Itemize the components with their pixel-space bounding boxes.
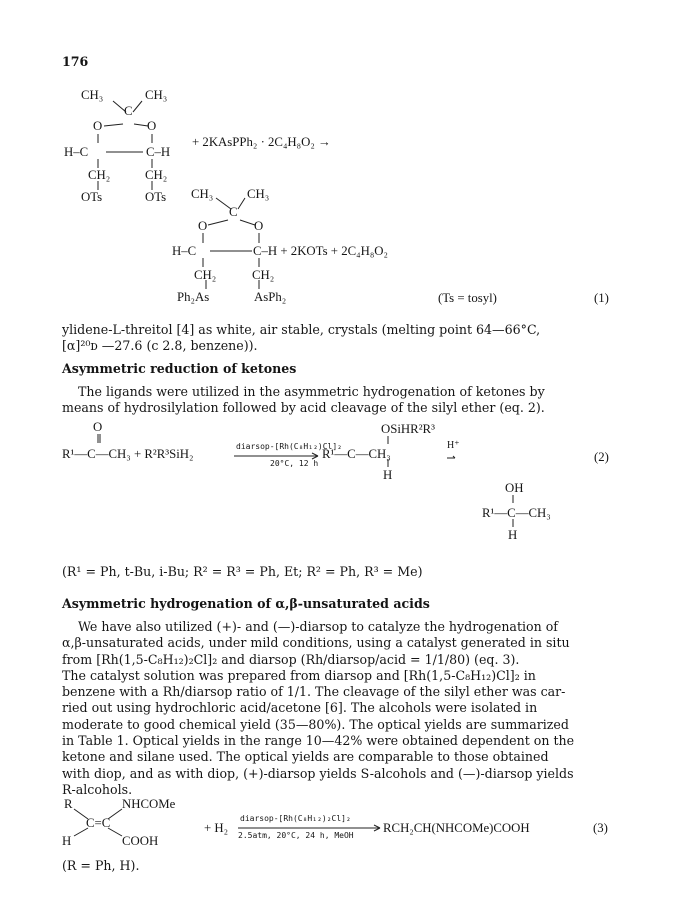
text-line: α,β-unsaturated acids, under mild conditions, using a catalyst generated in situ bbox=[62, 635, 570, 651]
text-line: The ligands were utilized in the asymmetric hydrogenation of ketones by bbox=[78, 384, 545, 399]
asph2-label: AsPh₂ bbox=[254, 290, 287, 304]
oxygen-label: O bbox=[254, 219, 264, 233]
acid-label: H⁺ bbox=[447, 440, 460, 451]
hydrogen-label: H bbox=[508, 528, 518, 542]
substituent-definition: (R = Ph, H). bbox=[62, 858, 140, 873]
text-line: [α]²⁰ᴅ —27.6 (c 2.8, benzene)). bbox=[62, 338, 258, 354]
hydrogen-label: H bbox=[383, 468, 393, 482]
ch3-label: CH₃ bbox=[247, 187, 270, 201]
r-label: R bbox=[64, 797, 73, 811]
equation-number: (3) bbox=[593, 821, 608, 835]
text-line: R-alcohols. bbox=[62, 781, 133, 797]
silyl-product: R¹—C—CH₃ bbox=[322, 447, 391, 461]
oxygen-label: O bbox=[93, 420, 103, 434]
text-line: means of hydrosilylation followed by acid cleavage of the silyl ether (eq. 2). bbox=[62, 400, 545, 416]
ch2-label: CH₂ bbox=[252, 268, 275, 282]
substituent-definitions: (R¹ = Ph, t-Bu, i-Bu; R² = R³ = Ph, Et; R² = Ph, R³ = Me) bbox=[62, 564, 423, 579]
hydrogen-reagent: + H₂ bbox=[204, 821, 229, 835]
tosyl-note: (Ts = tosyl) bbox=[438, 291, 497, 305]
text-line: The catalyst solution was prepared from diarsop and [Rh(1,5-C₈H₁₂)Cl]₂ in bbox=[62, 667, 536, 683]
ph2as-label: Ph₂As bbox=[177, 290, 210, 304]
hydroxyl-label: OH bbox=[505, 481, 524, 495]
paragraph-ketones bbox=[62, 384, 618, 417]
alcohol-product: R¹—C—CH₃ bbox=[482, 506, 551, 520]
text-line: ried out using hydrochloric acid/acetone [6]. The alcohols were isolated in bbox=[62, 700, 538, 716]
reaction-condition-top: diarsop-[Rh(C₈H₁₂)Cl]₂ bbox=[236, 442, 342, 451]
hc-label: H–C bbox=[64, 145, 89, 159]
carbon-label: C bbox=[229, 205, 238, 219]
reaction-condition-top: diarsop-[Rh(C₈H₁₂)₂Cl]₂ bbox=[240, 814, 351, 823]
text-line: benzene with a Rh/diarsop ratio of 1/1. The cleavage of the silyl ether was car- bbox=[62, 684, 566, 700]
ch3-label: CH₃ bbox=[145, 88, 168, 102]
nhcome-label: NHCOMe bbox=[122, 797, 176, 811]
reaction-condition-bottom: 2.5atm, 20°C, 24 h, MeOH bbox=[238, 831, 354, 840]
ch2-label: CH₂ bbox=[194, 268, 217, 282]
alkene-label: C=C bbox=[86, 816, 111, 830]
section-heading: Asymmetric reduction of ketones bbox=[62, 361, 297, 376]
ch2-label: CH₂ bbox=[88, 168, 111, 182]
ch2-label: CH₂ bbox=[145, 168, 168, 182]
cooh-label: COOH bbox=[122, 834, 159, 848]
oxygen-label: O bbox=[93, 119, 103, 133]
ch-label: C–H bbox=[146, 145, 171, 159]
section-heading: Asymmetric hydrogenation of α,β-unsaturated acids bbox=[62, 596, 430, 611]
carbon-label: C bbox=[124, 104, 133, 118]
reagent-text: + 2KAsPPh₂ · 2C₄H₈O₂ → bbox=[192, 135, 331, 149]
text-line: moderate to good chemical yield (35—80%). The optical yields are summarized bbox=[62, 716, 569, 732]
text-line: from [Rh(1,5-C₈H₁₂)₂Cl]₂ and diarsop (Rh/diarsop/acid = 1/1/80) (eq. 3). bbox=[62, 651, 520, 667]
ots-label: OTs bbox=[145, 190, 167, 204]
page-number: 176 bbox=[62, 54, 89, 69]
text-line: ylidene-L-threitol [4] as white, air stable, crystals (melting point 64—66°C, bbox=[62, 322, 541, 337]
reaction-condition-bottom: 20°C, 12 h bbox=[270, 459, 319, 468]
ketone-reactants: R¹—C—CH₃ + R²R³SiH₂ bbox=[62, 447, 194, 461]
oxygen-label: O bbox=[147, 119, 157, 133]
hydrogenation-product: RCH₂CH(NHCOMe)COOH bbox=[383, 821, 530, 835]
hc-label: H–C bbox=[172, 244, 197, 258]
product-equation-text: C–H + 2KOTs + 2C₄H₈O₂ bbox=[253, 244, 388, 258]
hydrogen-label: H bbox=[62, 834, 72, 848]
ch3-label: CH₃ bbox=[191, 187, 214, 201]
text-line: We have also utilized (+)- and (—)-diarsop to catalyze the hydrogenation of bbox=[78, 619, 558, 634]
ch3-label: CH₃ bbox=[81, 88, 104, 102]
text-line: ketone and silane used. The optical yields are comparable to those obtained bbox=[62, 749, 549, 765]
text-line: in Table 1. Optical yields in the range 10—42% were obtained dependent on the bbox=[62, 733, 575, 749]
equation-number: (1) bbox=[594, 291, 609, 305]
paragraph-hydrogenation bbox=[62, 619, 618, 798]
paragraph-melting-point bbox=[62, 322, 618, 355]
equation-number: (2) bbox=[594, 450, 609, 464]
text-line: with diop, and as with diop, (+)-diarsop yields S-alcohols and (—)-diarsop yields bbox=[62, 765, 574, 781]
ots-label: OTs bbox=[81, 190, 103, 204]
silyl-ether-label: OSiHR²R³ bbox=[381, 422, 435, 436]
oxygen-label: O bbox=[198, 219, 208, 233]
